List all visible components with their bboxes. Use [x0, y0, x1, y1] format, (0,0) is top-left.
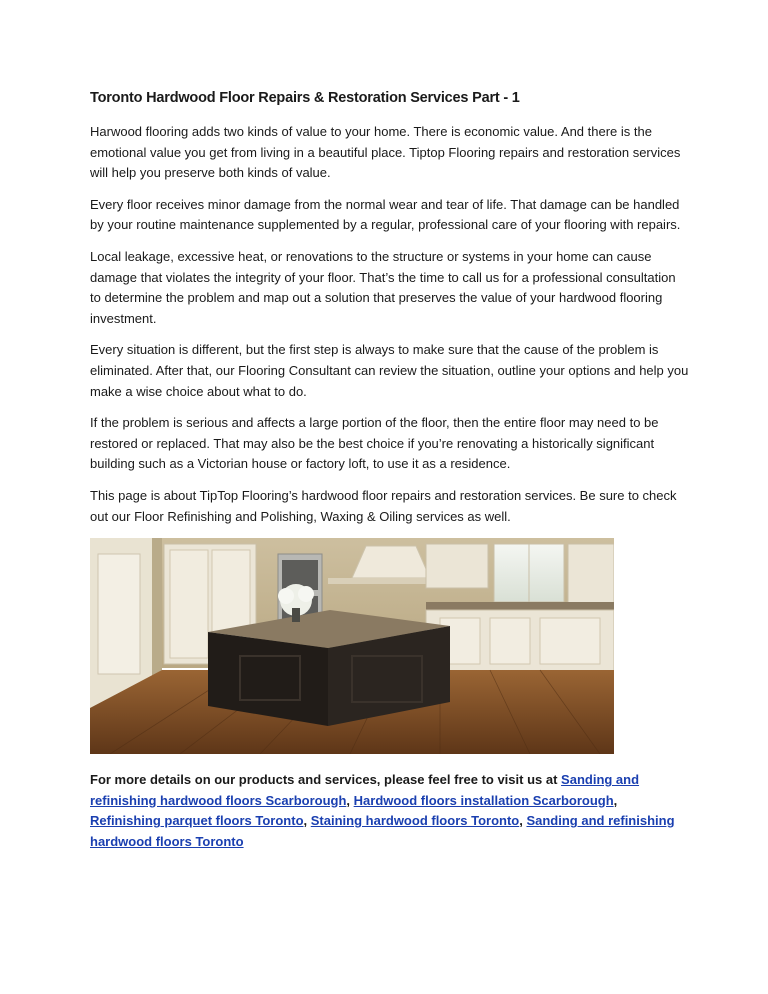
link-sanding-scarborough[interactable]: Sanding and refinishing hardwood floors Scarborough — [90, 772, 640, 808]
paragraph: This page is about TipTop Flooring’s hardwood floor repairs and restoration services. Be sure to check out our Floor Refinishing and Polishing, Waxing & Oiling services as well. — [90, 487, 677, 524]
link-separator: , — [346, 792, 354, 808]
document-content — [90, 88, 690, 852]
link-parquet-toronto[interactable]: Refinishing parquet floors Toronto — [90, 813, 304, 829]
link-sanding-toronto[interactable]: Sanding and refinishing hardwood floors Toronto — [90, 813, 675, 849]
paragraph: If the problem is serious and affects a large portion of the floor, then the entire floor may need to be restored or replaced. That may also be the best choice if you’re renovating a historically significant building such as a Victorian house or factory loft, to use it as a residence. — [90, 415, 659, 472]
link-installation-scarborough[interactable]: Hardwood floors installation Scarborough — [353, 792, 614, 808]
page-title: Toronto Hardwood Floor Repairs & Restoration Services Part - 1 — [90, 90, 520, 106]
paragraph: Every situation is different, but the first step is always to make sure that the cause of the problem is eliminated. After that, our Flooring Consultant can review the situation, outline your options and help you make a wise choice about what to do. — [90, 342, 689, 399]
footer-intro: For more details on our products and services, please feel free to visit us at — [90, 772, 562, 788]
paragraph: Every floor receives minor damage from the normal wear and tear of life. That damage can be handled by your routine maintenance supplemented by a regular, professional care of your flooring with repairs. — [90, 196, 681, 233]
paragraph: Harwood flooring adds two kinds of value to your home. There is economic value. And there is the emotional value you get from living in a beautiful place. Tiptop Flooring repairs and restoration services will help you preserve both kinds of value. — [90, 124, 681, 181]
link-separator: , — [303, 813, 311, 829]
footer-links — [90, 770, 690, 852]
link-staining-toronto[interactable]: Staining hardwood floors Toronto — [310, 813, 520, 829]
paragraph: Local leakage, excessive heat, or renovations to the structure or systems in your home can cause damage that violates the integrity of your floor. That’s the time to call us for a professional consultation to determine the problem and map out a solution that preserves the value of your hardwood flooring investment. — [90, 248, 676, 326]
link-separator: , — [613, 792, 618, 808]
kitchen-photo — [90, 538, 614, 754]
link-separator: , — [519, 813, 527, 829]
